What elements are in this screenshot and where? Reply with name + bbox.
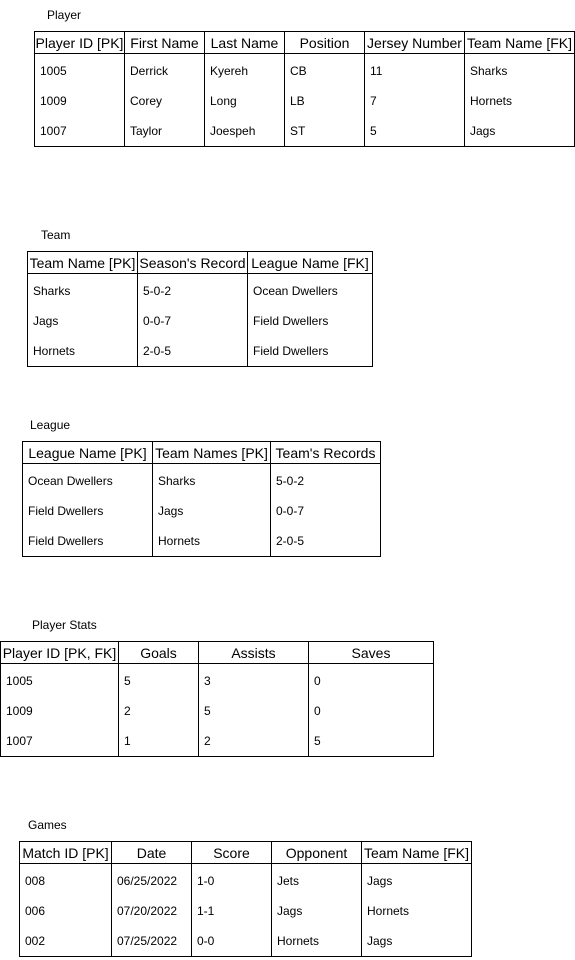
player-table xyxy=(34,31,575,147)
column-header: Saves xyxy=(309,642,433,664)
column-header: Match ID [PK] xyxy=(20,842,111,864)
games-table xyxy=(19,841,472,957)
table-cell: 5-0-2 xyxy=(143,284,172,298)
league-name-fk-column xyxy=(248,252,372,366)
table-cell: 11 xyxy=(370,64,383,78)
column-header: Jersey Number xyxy=(365,32,464,54)
table-cell: Ocean Dwellers xyxy=(253,284,338,298)
column-header: Opponent xyxy=(272,842,361,864)
column-header: Player ID [PK] xyxy=(35,32,124,54)
table-cell: 1-0 xyxy=(197,874,215,888)
table-cell: 0-0 xyxy=(197,934,215,948)
player-id-column xyxy=(35,32,125,146)
table-cell: 2 xyxy=(204,734,211,748)
column-header: Season's Record xyxy=(138,252,247,274)
table-cell: 07/20/2022 xyxy=(117,904,178,918)
table-cell: Kyereh xyxy=(210,64,249,78)
match-id-pk-column xyxy=(20,842,112,956)
table-cell: 1-1 xyxy=(197,904,215,918)
position-column xyxy=(285,32,365,146)
table-cell: Hornets xyxy=(470,94,513,108)
table-cell: 5-0-2 xyxy=(276,474,305,488)
table-cell: Jags xyxy=(33,314,59,328)
table-cell: LB xyxy=(290,94,305,108)
table-cell: 5 xyxy=(370,124,377,138)
table-cell: Jags xyxy=(277,904,303,918)
player-stats-table-label: Player Stats xyxy=(32,618,97,632)
table-cell: 0 xyxy=(314,704,321,718)
last-name-column xyxy=(205,32,285,146)
table-cell: Field Dwellers xyxy=(28,504,104,518)
table-cell: Taylor xyxy=(130,124,163,138)
player-stats-table xyxy=(0,641,434,757)
table-cell: CB xyxy=(290,64,307,78)
column-header: First Name xyxy=(125,32,204,54)
table-cell: 07/25/2022 xyxy=(117,934,178,948)
table-cell: 1 xyxy=(124,734,131,748)
column-header: Last Name xyxy=(205,32,284,54)
table-cell: 006 xyxy=(25,904,46,918)
column-header: Team Name [PK] xyxy=(28,252,137,274)
table-cell: Ocean Dwellers xyxy=(28,474,113,488)
team-names-pk-column xyxy=(153,442,271,556)
table-cell: Hornets xyxy=(367,904,410,918)
table-cell: 3 xyxy=(204,674,211,688)
table-cell: Field Dwellers xyxy=(28,534,104,548)
table-cell: Corey xyxy=(130,94,163,108)
goals-column xyxy=(119,642,199,756)
column-header: Team Name [FK] xyxy=(465,32,574,54)
column-header: League Name [FK] xyxy=(248,252,372,274)
table-cell: Long xyxy=(210,94,237,108)
column-header: Date xyxy=(112,842,191,864)
column-header: League Name [PK] xyxy=(23,442,152,464)
table-cell: 1007 xyxy=(40,124,67,138)
table-cell: 5 xyxy=(124,674,131,688)
league-name-pk-column xyxy=(23,442,153,556)
table-cell: 0-0-7 xyxy=(276,504,305,518)
table-cell: 0 xyxy=(314,674,321,688)
jersey-number-column xyxy=(365,32,465,146)
table-cell: Hornets xyxy=(33,344,76,358)
table-cell: 7 xyxy=(370,94,377,108)
table-cell: 008 xyxy=(25,874,46,888)
score-column xyxy=(192,842,272,956)
table-cell: Sharks xyxy=(470,64,508,78)
team-name-fk-column xyxy=(465,32,574,146)
table-cell: Jags xyxy=(470,124,496,138)
table-cell: Field Dwellers xyxy=(253,314,329,328)
team-table xyxy=(27,251,373,367)
table-cell: Jags xyxy=(367,934,393,948)
season-record-column xyxy=(138,252,248,366)
table-cell: Hornets xyxy=(277,934,320,948)
column-header: Position xyxy=(285,32,364,54)
table-cell: Sharks xyxy=(158,474,196,488)
team-records-column xyxy=(271,442,380,556)
table-cell: 06/25/2022 xyxy=(117,874,178,888)
table-cell: 1009 xyxy=(40,94,67,108)
table-cell: 1007 xyxy=(6,734,33,748)
table-cell: Jags xyxy=(367,874,393,888)
column-header: Team's Records xyxy=(271,442,380,464)
table-cell: Hornets xyxy=(158,534,201,548)
column-header: Player ID [PK, FK] xyxy=(1,642,118,664)
opponent-column xyxy=(272,842,362,956)
team-name-pk-column xyxy=(28,252,138,366)
league-table-label: League xyxy=(30,418,71,432)
table-cell: Joespeh xyxy=(210,124,256,138)
table-cell: 5 xyxy=(314,734,321,748)
column-header: Team Names [PK] xyxy=(153,442,270,464)
column-header: Team Name [FK] xyxy=(362,842,471,864)
table-cell: Jets xyxy=(277,874,300,888)
table-cell: 1009 xyxy=(6,704,33,718)
table-cell: ST xyxy=(290,124,306,138)
date-column xyxy=(112,842,192,956)
table-cell: Field Dwellers xyxy=(253,344,329,358)
table-cell: 0-0-7 xyxy=(143,314,172,328)
table-cell: Jags xyxy=(158,504,184,518)
assists-column xyxy=(199,642,309,756)
saves-column xyxy=(309,642,433,756)
team-name-fk-column xyxy=(362,842,471,956)
games-table-label: Games xyxy=(28,818,67,832)
table-cell: 5 xyxy=(204,704,211,718)
table-cell: 2-0-5 xyxy=(276,534,305,548)
table-cell: 002 xyxy=(25,934,46,948)
column-header: Goals xyxy=(119,642,198,664)
league-table xyxy=(22,441,381,557)
player-table-label: Player xyxy=(47,8,82,22)
table-cell: 2-0-5 xyxy=(143,344,172,358)
player-id-pk-fk-column xyxy=(1,642,119,756)
column-header: Score xyxy=(192,842,271,864)
column-header: Assists xyxy=(199,642,308,664)
table-cell: 1005 xyxy=(6,674,33,688)
table-cell: Derrick xyxy=(130,64,168,78)
first-name-column xyxy=(125,32,205,146)
table-cell: 2 xyxy=(124,704,131,718)
table-cell: 1005 xyxy=(40,64,67,78)
team-table-label: Team xyxy=(41,228,71,242)
table-cell: Sharks xyxy=(33,284,71,298)
